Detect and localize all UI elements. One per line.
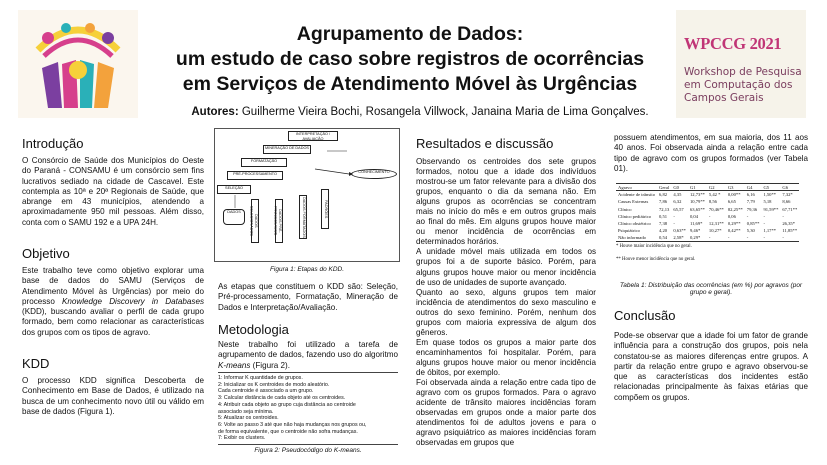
resultados-paragraph: Foi observada ainda a relação entre cada tipo de agravo com os grupos formados. Para o agravo acidente de trânsito maiores incidências foram observadas em grupos onde a maior parte dos atendimentos foi de adultos jovens e para o agravo psiquiátrico as maiores incidências foram observadas em grupos que (416, 378, 596, 448)
wpccg-logo (676, 10, 806, 118)
label-dados-preprocessados: DADOS PRÉ-PROCESSADOS (275, 199, 283, 243)
wpccg-logo-title: WPCCG 2021 (684, 34, 782, 53)
algo-line: associado seja mínima. (218, 408, 274, 415)
kdd-heading: KDD (22, 356, 50, 371)
table-note: ** Houve menor incidência que no geral. (616, 257, 696, 263)
objetivo-heading: Objetivo (22, 246, 70, 261)
poster-title (150, 22, 670, 97)
step-conhecimento: CONHECIMENTO (351, 169, 397, 179)
step-interpretacao: INTERPRETAÇÃO / AVALIAÇÃO (288, 131, 338, 141)
table-agravos (616, 183, 806, 262)
resultados-text (416, 157, 596, 448)
authors-line (160, 106, 680, 118)
step-mineracao: MINERAÇÃO DE DADOS (263, 145, 311, 154)
table-row: Psiquiátrico 4,20 0,63** 9,46* 10,27* 0,42** 5,30 1,17** 11,85** (618, 228, 798, 234)
step-preprocessamento: PRÉ-PROCESSAMENTO (227, 171, 283, 180)
resultados-paragraph: Quanto ao sexo, alguns grupos tem maior incidência de atendimentos do sexo masculino e outros do sexo feminino. Porém, nenhum dos grupos com maioria expressiva de algum dos gêneros. (416, 287, 596, 337)
figure-kdd-steps (214, 128, 400, 262)
algo-line: Cada centroide é associado a um grupo. (218, 388, 314, 395)
algo-line: 5: Atualizar os centroides. (218, 415, 279, 422)
figure1-arrows-icon (215, 129, 401, 263)
table-row: Acidente de trânsito 6,82 4,35 12,73** 5,42 * 0,00** 6,16 1,50** 7,32* (618, 192, 793, 198)
resultados-paragraph: A unidade móvel mais utilizada em todos os grupos foi a de suporte básico. Porém, para alguns grupos houve maior ou menor incidência de uso de unidades de suporte avançado. (416, 247, 596, 287)
algo-line: 1: Informar K quantidade de grupos. (218, 375, 303, 381)
kdd-text: O processo KDD significa Descoberta de Conhecimento em Base de Dados, é utilizado na busca de um conhecimento novo útil ou válido em base de dados (Figura 1). (22, 376, 204, 416)
kdd-term: Knowledge Discovery in Databases (62, 296, 205, 306)
table-row: Clínico pediátrico 0,51 - 0,04 - 0,06 - - - (618, 213, 784, 219)
algo-line: 7: Exibir os clusters. (218, 435, 266, 442)
metodologia-heading: Metodologia (218, 322, 289, 337)
resultados-heading: Resultados e discussão (416, 136, 554, 151)
kmeans-term: K-means (218, 360, 251, 370)
table1-caption: Tabela 1: Distribuição das ocorrências (em %) por agravos (por grupo e geral). (619, 282, 803, 296)
authors-names: Guilherme Vieira Bochi, Rosangela Villwock, Janaina Maria de Lima Gonçalves. (241, 106, 649, 118)
event-logo-graphic (18, 10, 138, 118)
intro-text: O Consórcio de Saúde dos Municípios do Oeste do Paraná - CONSAMU é um consórcio sem fins lucrativos sediado na cidade de Cascavel. Este contempla as 10ª e 20ª Regionais de Saúde, que abrange em 43 municípios, atendendo a aproximadamente 950 mil pessoas. Além disso, conta com o SAMU 192 e a UPA 24H. (22, 156, 204, 227)
title-line-1: Agrupamento de Dados: (296, 23, 524, 45)
table-row: Clínico 72,13 65,57 63,65** 70,46** 82,25** 79,36 91,59** 67,71** (618, 206, 798, 212)
title-line-2: um estudo de caso sobre registros de ocorrências (175, 48, 645, 70)
algo-line: de forma equivalente, que o centroide não sofra mudanças. (218, 428, 358, 435)
algo-line: 2: Inicializar os K centroides de modo aleatório. (218, 381, 330, 388)
wpccg-logo-subtitle: Workshop de Pesquisa em Computação dos Campos Gerais (684, 66, 802, 104)
step-selecao: SELEÇÃO (217, 185, 251, 194)
kmeans-pseudocode (218, 372, 398, 445)
figure2-caption: Figura 2: Pseudocódigo do K-means. (254, 447, 362, 454)
table-note: * Houve maior incidência que no geral. (616, 244, 692, 250)
algo-line: 3: Calcular distância de cada objeto até os centroides. (218, 395, 346, 402)
resultados-paragraph: Em quase todos os grupos a maior parte dos encaminhamentos foi hospitalar. Porém, para alguns grupos houve maior ou menor incidência de óbitos, por exemplo. (416, 337, 596, 377)
intro-heading: Introdução (22, 136, 84, 151)
resultados-continuation: possuem atendimentos, em sua maioria, dos 11 aos 40 anos. Foi observada ainda a relação entre cada tipo de agravo com os grupos formados (ver Tabela 01). (614, 133, 808, 173)
algo-line: 6: Volte ao passo 3 até que não haja mudanças nos grupos ou, (218, 421, 367, 428)
conclusao-heading: Conclusão (614, 308, 676, 323)
table-row: Clínico obstétrico 7,38 - 11,69* 12,31** 0,29** 0,85** - 26,35* (618, 221, 796, 227)
conclusao-text: Pode-se observar que a idade foi um fator de grande influência para a construção dos grupos, pois nela constatou-se as maiores diferenças entre grupos. A partir da relação entre grupo e agravo observou-se que as características dos incidentes estão relacionadas principalmente às faixas etárias que compõem os grupos. (614, 331, 808, 402)
table-row: Não informado 0,54 2,58* 0,29* - - - - - (616, 235, 799, 242)
resultados-paragraph: Observando os centroides dos sete grupos formados, notou que a idade dos indivíduos mostrou-se um fator relevante para a divisão dos grupos, enquanto o dia da semana não. Em alguns grupos as ocorrências se concentram mais no início do mês e em outros grupos mais ao final do mês. Em alguns grupos houve maior ou menor incidência de ocorrências em determinados horários. (416, 157, 596, 247)
kdd-steps-text: As etapas que constituem o KDD são: Seleção, Pré-processamento, Formatação, Mineração de Dados e Interpretação/Avaliação. (218, 282, 398, 312)
data-cylinder: DADOS (223, 209, 245, 225)
table-header-row: Agravo Geral G0 G1 G2 G3 G4 G5 G6 (616, 184, 799, 191)
table-row: Causas Externas 7,86 6,32 10,79** 8,56 6,65 7,79 5,18 8,66 (618, 199, 791, 205)
label-dados-formatados: DADOS FORMATADOS (299, 195, 307, 239)
label-padroes: PADRÕES (321, 189, 329, 229)
agravos-table (616, 183, 799, 242)
step-formatacao: FORMATAÇÃO (241, 158, 287, 167)
authors-label: Autores: (191, 106, 239, 118)
logo-graphic-icon (18, 10, 138, 118)
figure1-caption: Figura 1: Etapas do KDD. (269, 266, 345, 273)
objetivo-text: Este trabalho teve como objetivo explorar uma base de dados do SAMU (Serviços de Atendimento Móvel às Urgências) por meio do processo Knowledge Discovery in Databases (KDD), buscando avaliar o perfil de cada grupo formado, bem como relacionar as características dos grupos com os tipos de agravo. (22, 266, 205, 337)
label-dados-selecionados: DADOS SELECIONADOS (251, 199, 259, 243)
algo-line: 4: Atribuir cada objeto ao grupo cuja distância ao centroide (218, 401, 356, 408)
metodologia-text: Neste trabalho foi utilizado a tarefa de agrupamento de dados, fazendo uso do algoritmo K-means (Figura 2). (218, 340, 398, 370)
title-line-3: em Serviços de Atendimento Móvel às Urgências (182, 73, 638, 95)
